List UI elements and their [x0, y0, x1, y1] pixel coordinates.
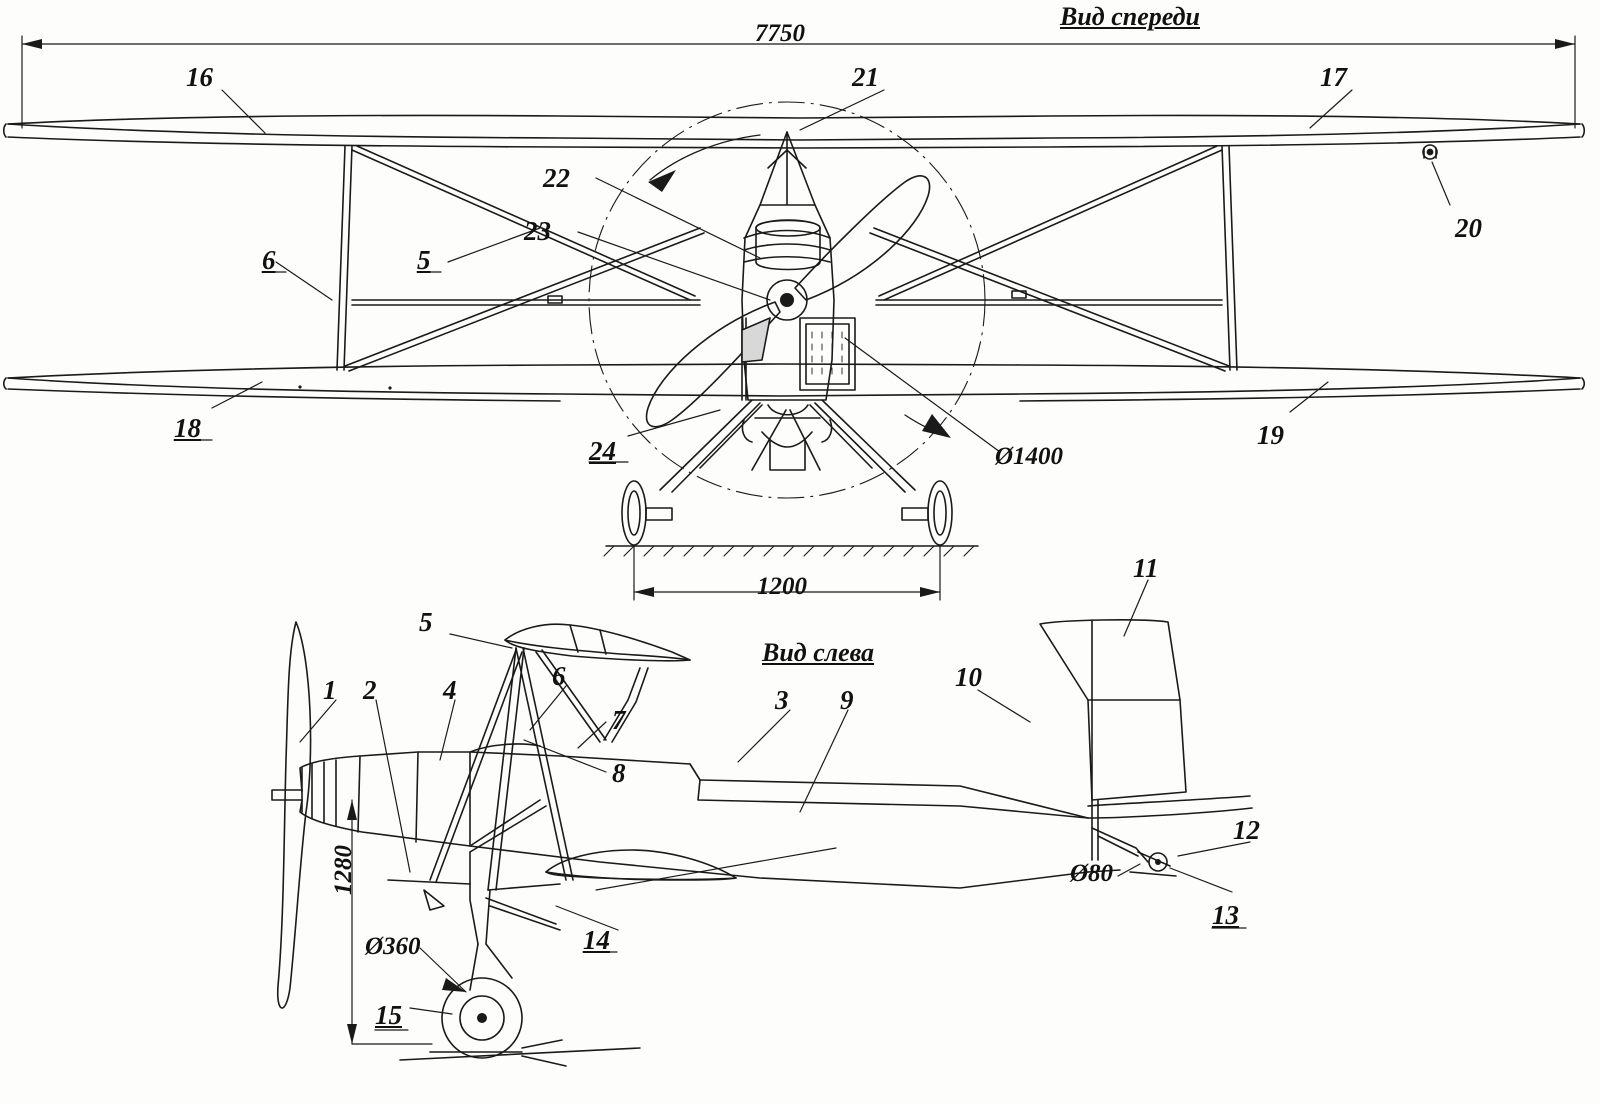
dimension-prop-diameter: Ø1400 [995, 443, 1064, 470]
callout-16: 16 [186, 62, 213, 92]
propeller-blades [647, 176, 930, 427]
dimension-height: 1280 [330, 845, 357, 895]
dimension-tailwheel-diameter: Ø80 [1070, 860, 1114, 887]
lower-wing-side [546, 850, 736, 880]
callout-12: 12 [1233, 815, 1260, 845]
callout-1: 1 [323, 675, 337, 705]
callout-3: 3 [775, 685, 789, 715]
callout-20: 20 [1455, 213, 1482, 243]
dimension-wheel-diameter: Ø360 [365, 933, 421, 960]
left-view-title: Вид слева [762, 638, 875, 667]
callout-24: 24 [589, 436, 616, 466]
tail-assembly [1040, 620, 1252, 876]
callout-6: 6 [262, 245, 276, 275]
callout-22: 22 [543, 163, 570, 193]
dimension-track: 1200 [757, 573, 807, 600]
callout-13: 13 [1212, 900, 1239, 930]
callout-10: 10 [955, 662, 982, 692]
callout-19: 19 [1257, 420, 1284, 450]
callout-6-side: 6 [552, 661, 566, 691]
lower-wing [4, 364, 1585, 401]
landing-gear-side [388, 852, 640, 1066]
callout-23: 23 [524, 216, 551, 246]
interplane-struts-right [870, 146, 1237, 371]
fuselage-side [272, 744, 1088, 888]
callout-9: 9 [840, 685, 854, 715]
callout-21: 21 [852, 62, 879, 92]
front-view-title: Вид спереди [1060, 2, 1200, 31]
callout-11: 11 [1133, 553, 1159, 583]
interplane-struts-left [337, 146, 704, 371]
callout-7: 7 [612, 705, 626, 735]
landing-gear-front [604, 400, 978, 556]
callout-5: 5 [417, 245, 431, 275]
rotation-arrows [648, 135, 951, 438]
dimension-span: 7750 [755, 20, 805, 47]
callout-18: 18 [174, 413, 201, 443]
callout-8: 8 [612, 758, 626, 788]
callout-5-side: 5 [419, 607, 433, 637]
callout-14: 14 [583, 925, 610, 955]
upper-wing-side [505, 624, 690, 661]
callout-17: 17 [1320, 62, 1347, 92]
callout-4: 4 [443, 675, 457, 705]
callout-2: 2 [363, 675, 377, 705]
callout-15: 15 [375, 1000, 402, 1030]
